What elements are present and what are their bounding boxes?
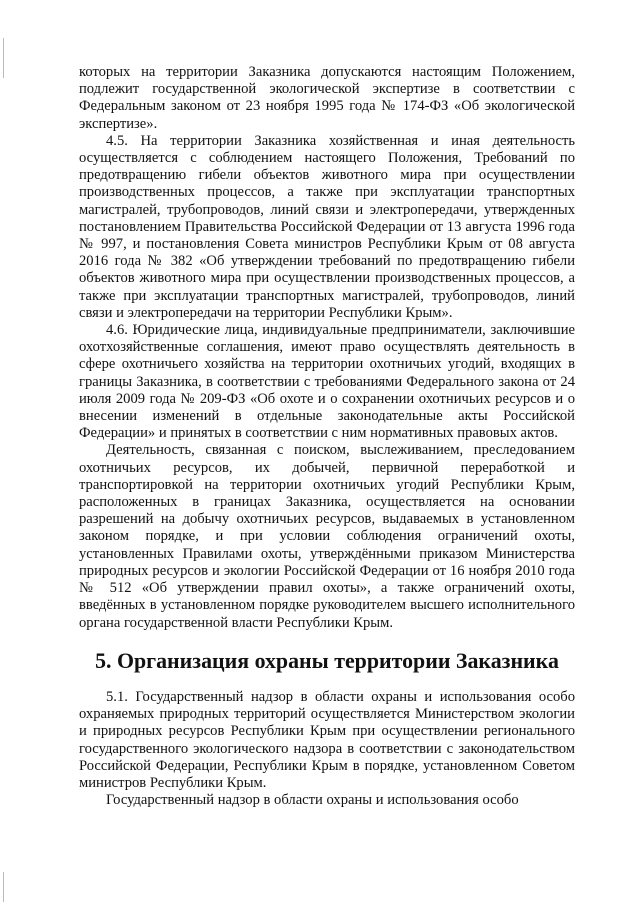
left-margin-mark-top xyxy=(3,38,4,78)
paragraph-continuation: которых на территории Заказника допускаются настоящим Положением, подлежит государственной экологической экспертизе в соответствии с Федеральным законом от 23 ноября 1995 года № 174-ФЗ «Об экологической экспертизе». xyxy=(79,64,575,132)
paragraph-4-6: 4.6. Юридические лица, индивидуальные предприниматели, заключившие охотхозяйственные соглашения, имеют право осуществлять деятельность в сфере охотничьего хозяйства на территории охотничьих угодий, входящих в границы Заказника, в соответствии с требованиями Федерального закона от 24 июля 2009 года № 209-ФЗ «Об охоте и о сохранении охотничьих ресурсов и о внесении изменений в отдельные законодательные акты Российской Федерации» и принятых в соответствии с ним нормативных правовых актов. xyxy=(79,322,575,442)
left-margin-mark-bottom xyxy=(3,872,4,902)
paragraph-state-supervision: Государственный надзор в области охраны и использования особо xyxy=(106,792,519,809)
paragraph-5-1: 5.1. Государственный надзор в области охраны и использования особо охраняемых природных территорий осуществляется Министерством экологии и природных ресурсов Республики Крым при осуществлении регионального государственного экологического надзора в соответствии с законодательством Российской Федерации, Республики Крым в порядке, установленном Советом министров Республики Крым. xyxy=(79,688,575,791)
paragraph-4-5: 4.5. На территории Заказника хозяйственная и иная деятельность осуществляется с соблюдением настоящего Положения, Требований по предотвращению гибели объектов животного мира при осуществлении производственных процессов, а также при эксплуатации транспортных магистралей, трубопроводов, линий связи и электропередачи, утвержденных постановлением Правительства Российской Федерации от 13 августа 1996 года № 997, и постановления Совета министров Республики Крым от 08 августа 2016 года № 382 «Об утверждении требований по предотвращению гибели объектов животного мира при осуществлении производственных процессов, а также при эксплуатации транспортных магистралей, трубопроводов, линий связи и электропередачи на территории Республики Крым». xyxy=(79,132,575,321)
section-heading: 5. Организация охраны территории Заказника xyxy=(95,647,559,673)
paragraph-hunting-activity: Деятельность, связанная с поиском, выслеживанием, преследованием охотничьих ресурсов, их добычей, первичной переработкой и транспортировкой на территории охотничьих угодий Республики Крым, расположенных в границах Заказника, осуществляется на основании разрешений на добычу охотничьих ресурсов, выдаваемых в установленном законом порядке, и при условии соблюдения ограничений охоты, установленных Правилами охоты, утверждёнными приказом Министерства природных ресурсов и экологии Российской Федерации от 16 ноября 2010 года № 512 «Об утверждении правил охоты», а также ограничений охоты, введённых в установленном порядке руководителем высшего исполнительного органа государственной власти Республики Крым. xyxy=(79,442,575,631)
document-page xyxy=(79,64,575,809)
